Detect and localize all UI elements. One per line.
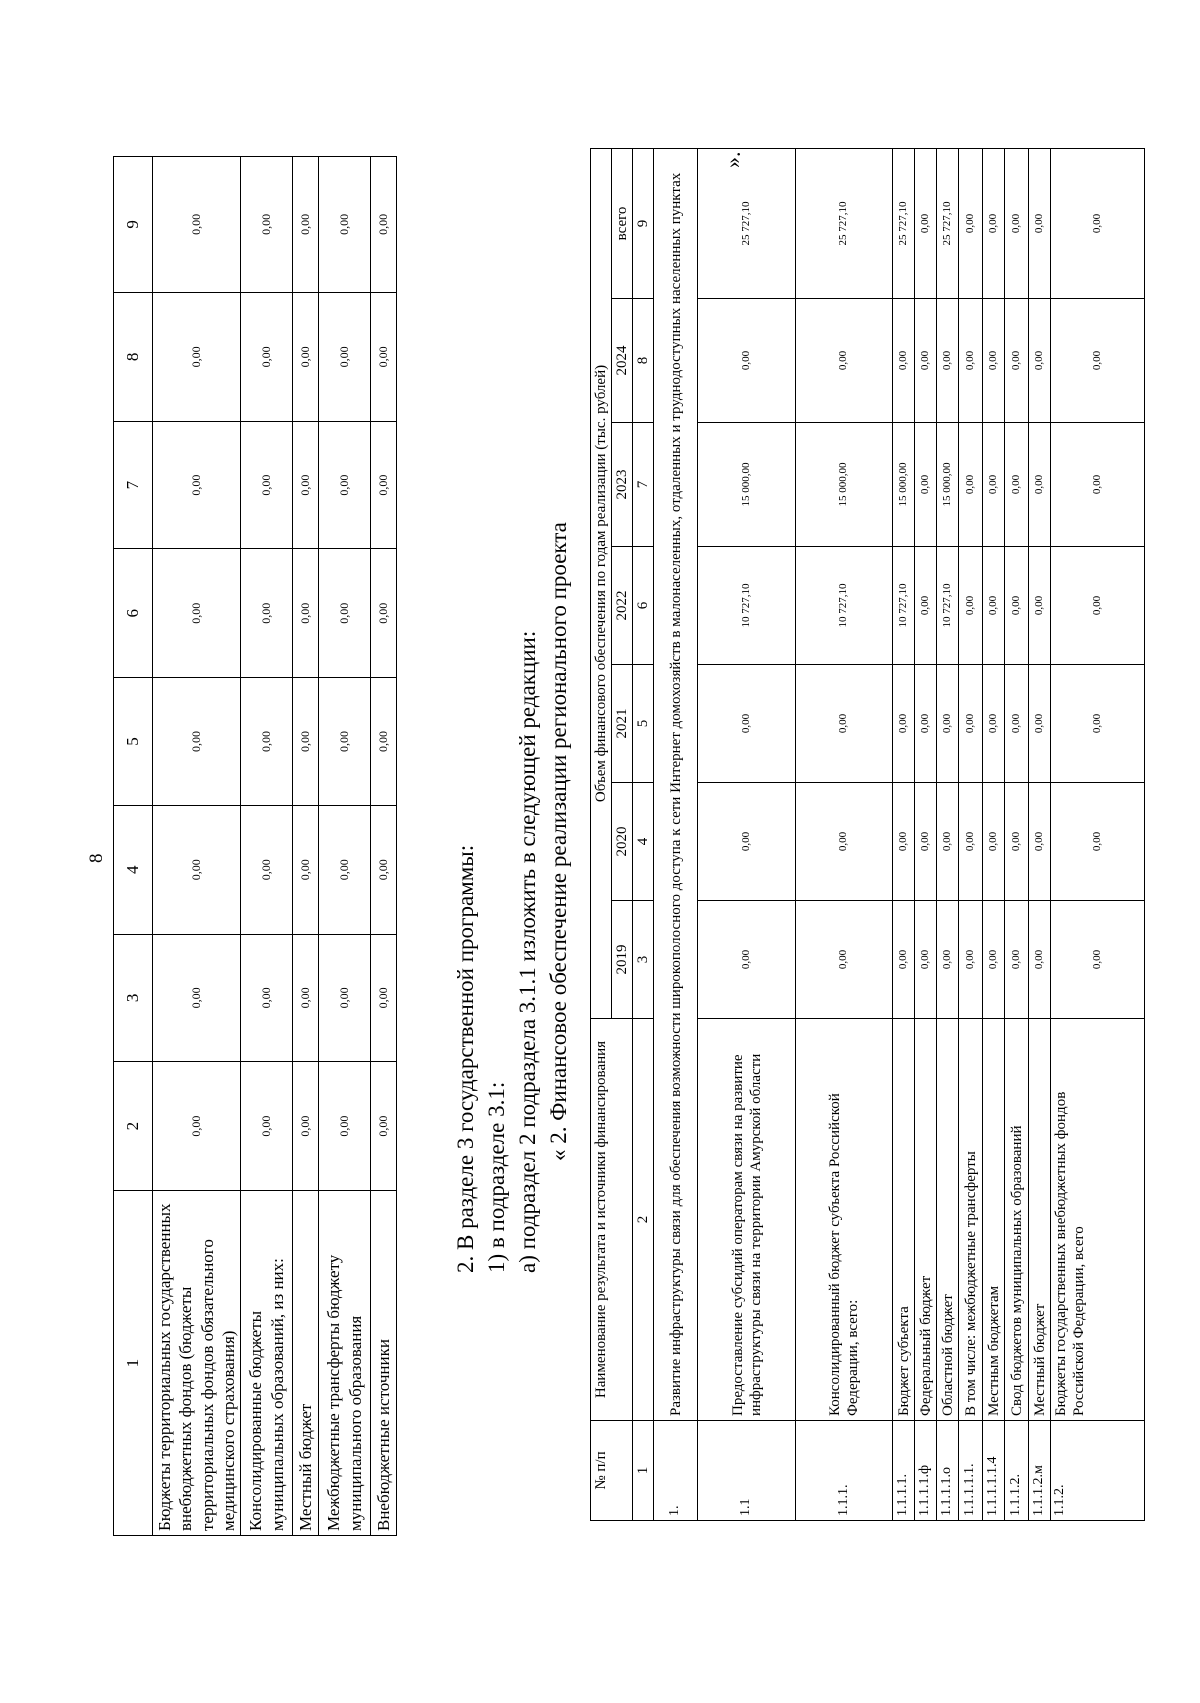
cell-value: 0,00 bbox=[293, 157, 319, 293]
text-line: а) подраздел 2 подраздела 3.1.1 изложить в следующей редакции: bbox=[515, 630, 540, 1273]
cell-value: 0,00 bbox=[1029, 149, 1051, 299]
col-number: 8 bbox=[633, 299, 654, 423]
cell-value: 0,00 bbox=[1029, 901, 1051, 1019]
cell-value: 0,00 bbox=[983, 149, 1005, 299]
cell-value: 0,00 bbox=[153, 549, 241, 678]
cell-value: 0,00 bbox=[241, 422, 293, 549]
table-row bbox=[293, 157, 319, 1536]
cell-value: 10 727,10 bbox=[698, 547, 796, 665]
row-label: Межбюджетные трансферты бюджету муниципального образования bbox=[319, 1191, 371, 1536]
table-row bbox=[1051, 149, 1145, 1521]
cell-value: 0,00 bbox=[293, 549, 319, 678]
text-line: « 2. Финансовое обеспечение реализации регионального проекта bbox=[546, 522, 571, 1161]
section-row bbox=[654, 149, 698, 1521]
cell-value: 0,00 bbox=[1051, 901, 1145, 1019]
year-header: 2022 bbox=[612, 547, 633, 665]
col-number: 4 bbox=[633, 783, 654, 901]
col-number: 7 bbox=[114, 422, 153, 549]
cell-value: 0,00 bbox=[293, 805, 319, 934]
row-label: Бюджеты территориальных государственных внебюджетных фондов (бюджеты территориальных фондов обязательного медицинского страхования) bbox=[153, 1191, 241, 1536]
row-code: 1.1.1.1.1. bbox=[959, 1421, 983, 1521]
cell-value: 0,00 bbox=[915, 547, 937, 665]
col-number: 4 bbox=[114, 805, 153, 934]
cell-value: 0,00 bbox=[371, 157, 397, 293]
cell-value: 0,00 bbox=[241, 1061, 293, 1190]
cell-value: 0,00 bbox=[293, 1061, 319, 1190]
table-row bbox=[698, 149, 796, 1521]
table-row bbox=[371, 157, 397, 1536]
row-code: 1.1.1.1.о bbox=[937, 1421, 959, 1521]
table-row bbox=[153, 157, 241, 1536]
cell-value: 0,00 bbox=[153, 1061, 241, 1190]
col-number: 1 bbox=[633, 1421, 654, 1521]
cell-value: 0,00 bbox=[153, 422, 241, 549]
continuation-table-header bbox=[114, 157, 153, 1536]
row-code: 1.1.2. bbox=[1051, 1421, 1145, 1521]
cell-value: 0,00 bbox=[241, 934, 293, 1061]
table-row bbox=[1029, 149, 1051, 1521]
year-header: 2020 bbox=[612, 783, 633, 901]
cell-value: 10 727,10 bbox=[937, 547, 959, 665]
table-row bbox=[937, 149, 959, 1521]
cell-value: 0,00 bbox=[293, 422, 319, 549]
cell-value: 0,00 bbox=[293, 934, 319, 1061]
cell-value: 0,00 bbox=[319, 549, 371, 678]
row-code: 1.1.1.2. bbox=[1005, 1421, 1029, 1521]
cell-value: 0,00 bbox=[1005, 149, 1029, 299]
cell-value: 0,00 bbox=[1029, 783, 1051, 901]
cell-value: 0,00 bbox=[698, 665, 796, 783]
cell-value: 0,00 bbox=[241, 678, 293, 805]
cell-value: 0,00 bbox=[1051, 149, 1145, 299]
cell-value: 0,00 bbox=[1029, 299, 1051, 423]
col-number: 6 bbox=[114, 549, 153, 678]
cell-value: 0,00 bbox=[796, 665, 893, 783]
cell-value: 0,00 bbox=[1051, 665, 1145, 783]
cell-value: 0,00 bbox=[983, 299, 1005, 423]
row-code: 1.1 bbox=[698, 1421, 796, 1521]
col-number: 1 bbox=[114, 1191, 153, 1536]
cell-value: 0,00 bbox=[893, 783, 915, 901]
cell-value: 0,00 bbox=[893, 901, 915, 1019]
cell-value: 0,00 bbox=[319, 422, 371, 549]
row-label: Местный бюджет bbox=[293, 1191, 319, 1536]
cell-value: 0,00 bbox=[959, 299, 983, 423]
cell-value: 0,00 bbox=[371, 805, 397, 934]
closing-quote: ». bbox=[720, 151, 745, 168]
col-number: 5 bbox=[114, 678, 153, 805]
cell-value: 0,00 bbox=[371, 292, 397, 421]
table-row bbox=[1005, 149, 1029, 1521]
row-code: 1.1.1.1.1.4 bbox=[983, 1421, 1005, 1521]
cell-value: 0,00 bbox=[153, 292, 241, 421]
col-number: 9 bbox=[633, 149, 654, 299]
cell-value: 0,00 bbox=[153, 678, 241, 805]
cell-value: 0,00 bbox=[319, 1061, 371, 1190]
row-label: Бюджеты государственных внебюджетных фондов Российской Федерации, всего bbox=[1051, 1019, 1145, 1421]
col-header-name: Наименование результата и источники финансирования bbox=[591, 1019, 633, 1421]
cell-value: 0,00 bbox=[1029, 547, 1051, 665]
cell-value: 0,00 bbox=[796, 901, 893, 1019]
cell-value: 0,00 bbox=[983, 423, 1005, 547]
row-label: Консолидированные бюджеты муниципальных образований, из них: bbox=[241, 1191, 293, 1536]
cell-value: 0,00 bbox=[915, 423, 937, 547]
row-label: Федеральный бюджет bbox=[915, 1019, 937, 1421]
cell-value: 25 727,10 bbox=[893, 149, 915, 299]
cell-value: 0,00 bbox=[937, 783, 959, 901]
row-label: Областной бюджет bbox=[937, 1019, 959, 1421]
col-number: 5 bbox=[633, 665, 654, 783]
row-label: Внебюджетные источники bbox=[371, 1191, 397, 1536]
cell-value: 0,00 bbox=[371, 549, 397, 678]
row-label: В том числе: межбюджетные трансферты bbox=[959, 1019, 983, 1421]
cell-value: 0,00 bbox=[319, 805, 371, 934]
year-header: 2024 bbox=[612, 299, 633, 423]
cell-value: 0,00 bbox=[1051, 423, 1145, 547]
cell-value: 0,00 bbox=[1029, 423, 1051, 547]
cell-value: 0,00 bbox=[959, 901, 983, 1019]
row-label: Местным бюджетам bbox=[983, 1019, 1005, 1421]
cell-value: 15 000,00 bbox=[698, 423, 796, 547]
cell-value: 0,00 bbox=[959, 665, 983, 783]
continuation-table bbox=[113, 156, 397, 1536]
cell-value: 0,00 bbox=[319, 934, 371, 1061]
cell-value: 0,00 bbox=[959, 783, 983, 901]
cell-value: 0,00 bbox=[959, 423, 983, 547]
table-row bbox=[893, 149, 915, 1521]
table-row bbox=[915, 149, 937, 1521]
cell-value: 0,00 bbox=[1005, 901, 1029, 1019]
cell-value: 0,00 bbox=[1005, 299, 1029, 423]
row-label: Местный бюджет bbox=[1029, 1019, 1051, 1421]
cell-value: 0,00 bbox=[1005, 665, 1029, 783]
cell-value: 0,00 bbox=[698, 783, 796, 901]
cell-value: 0,00 bbox=[698, 299, 796, 423]
cell-value: 0,00 bbox=[153, 157, 241, 293]
year-header: 2019 bbox=[612, 901, 633, 1019]
cell-value: 0,00 bbox=[959, 547, 983, 665]
col-header-volume: Объем финансового обеспечения по годам реализации (тыс. рублей) bbox=[591, 149, 612, 1019]
cell-value: 10 727,10 bbox=[796, 547, 893, 665]
cell-value: 0,00 bbox=[893, 299, 915, 423]
cell-value: 0,00 bbox=[153, 934, 241, 1061]
cell-value: 0,00 bbox=[241, 549, 293, 678]
financing-table bbox=[590, 148, 1145, 1521]
cell-value: 0,00 bbox=[983, 547, 1005, 665]
row-label: Бюджет субъекта bbox=[893, 1019, 915, 1421]
cell-value: 0,00 bbox=[293, 678, 319, 805]
col-header-number: № п/п bbox=[591, 1421, 633, 1521]
cell-value: 0,00 bbox=[319, 678, 371, 805]
col-number: 9 bbox=[114, 157, 153, 293]
cell-value: 0,00 bbox=[937, 299, 959, 423]
row-code: 1.1.1.1. bbox=[893, 1421, 915, 1521]
cell-value: 0,00 bbox=[1051, 783, 1145, 901]
cell-value: 0,00 bbox=[1005, 783, 1029, 901]
cell-value: 0,00 bbox=[371, 1061, 397, 1190]
row-code: 1. bbox=[654, 1421, 698, 1521]
col-number: 3 bbox=[114, 934, 153, 1061]
cell-value: 0,00 bbox=[319, 292, 371, 421]
text-line: 2. В разделе 3 государственной программы: bbox=[453, 844, 478, 1273]
cell-value: 0,00 bbox=[983, 665, 1005, 783]
row-label: Свод бюджетов муниципальных образований bbox=[1005, 1019, 1029, 1421]
cell-value: 0,00 bbox=[796, 783, 893, 901]
text-line: 1) в подразделе 3.1: bbox=[484, 1081, 509, 1273]
cell-value: 0,00 bbox=[937, 901, 959, 1019]
cell-value: 10 727,10 bbox=[893, 547, 915, 665]
cell-value: 0,00 bbox=[1005, 423, 1029, 547]
cell-value: 0,00 bbox=[1051, 299, 1145, 423]
cell-value: 15 000,00 bbox=[893, 423, 915, 547]
table-row bbox=[241, 157, 293, 1536]
cell-value: 15 000,00 bbox=[796, 423, 893, 547]
cell-value: 0,00 bbox=[1005, 547, 1029, 665]
table-row bbox=[796, 149, 893, 1521]
cell-value: 0,00 bbox=[698, 901, 796, 1019]
cell-value: 0,00 bbox=[319, 157, 371, 293]
page-number: 8 bbox=[86, 853, 107, 863]
cell-value: 0,00 bbox=[983, 901, 1005, 1019]
cell-value: 25 727,10 bbox=[698, 149, 796, 299]
year-header: 2023 bbox=[612, 423, 633, 547]
cell-value: 0,00 bbox=[915, 901, 937, 1019]
cell-value: 0,00 bbox=[371, 934, 397, 1061]
amendment-text bbox=[450, 522, 574, 1273]
cell-value: 0,00 bbox=[959, 149, 983, 299]
row-code: 1.1.1.2.м bbox=[1029, 1421, 1051, 1521]
cell-value: 0,00 bbox=[937, 665, 959, 783]
column-numbers-row bbox=[633, 149, 654, 1521]
cell-value: 0,00 bbox=[1029, 665, 1051, 783]
table-row bbox=[983, 149, 1005, 1521]
cell-value: 0,00 bbox=[371, 678, 397, 805]
financing-table-header bbox=[591, 149, 612, 1521]
cell-value: 0,00 bbox=[241, 805, 293, 934]
cell-value: 25 727,10 bbox=[796, 149, 893, 299]
cell-value: 0,00 bbox=[915, 665, 937, 783]
row-code: 1.1.1. bbox=[796, 1421, 893, 1521]
row-code: 1.1.1.1.ф bbox=[915, 1421, 937, 1521]
table-row bbox=[319, 157, 371, 1536]
cell-value: 0,00 bbox=[371, 422, 397, 549]
cell-value: 0,00 bbox=[796, 299, 893, 423]
cell-value: 0,00 bbox=[241, 157, 293, 293]
year-header: всего bbox=[612, 149, 633, 299]
cell-value: 0,00 bbox=[983, 783, 1005, 901]
col-number: 6 bbox=[633, 547, 654, 665]
cell-value: 0,00 bbox=[893, 665, 915, 783]
row-label: Консолидированный бюджет субъекта Российской Федерации, всего: bbox=[796, 1019, 893, 1421]
cell-value: 0,00 bbox=[1051, 547, 1145, 665]
section-title: Развитие инфраструктуры связи для обеспечения возможности широкополосного доступа к сети Интернет домохозяйств в малонаселенных, отдаленных и труднодоступных населенных пунктах bbox=[654, 149, 698, 1421]
cell-value: 0,00 bbox=[915, 149, 937, 299]
cell-value: 0,00 bbox=[241, 292, 293, 421]
cell-value: 25 727,10 bbox=[937, 149, 959, 299]
col-number: 2 bbox=[633, 1019, 654, 1421]
col-number: 8 bbox=[114, 292, 153, 421]
cell-value: 0,00 bbox=[153, 805, 241, 934]
cell-value: 15 000,00 bbox=[937, 423, 959, 547]
year-header: 2021 bbox=[612, 665, 633, 783]
cell-value: 0,00 bbox=[915, 299, 937, 423]
col-number: 7 bbox=[633, 423, 654, 547]
row-label: Предоставление субсидий операторам связи на развитие инфраструктуры связи на территории Амурской области bbox=[698, 1019, 796, 1421]
col-number: 2 bbox=[114, 1061, 153, 1190]
cell-value: 0,00 bbox=[293, 292, 319, 421]
table-row bbox=[959, 149, 983, 1521]
cell-value: 0,00 bbox=[915, 783, 937, 901]
col-number: 3 bbox=[633, 901, 654, 1019]
